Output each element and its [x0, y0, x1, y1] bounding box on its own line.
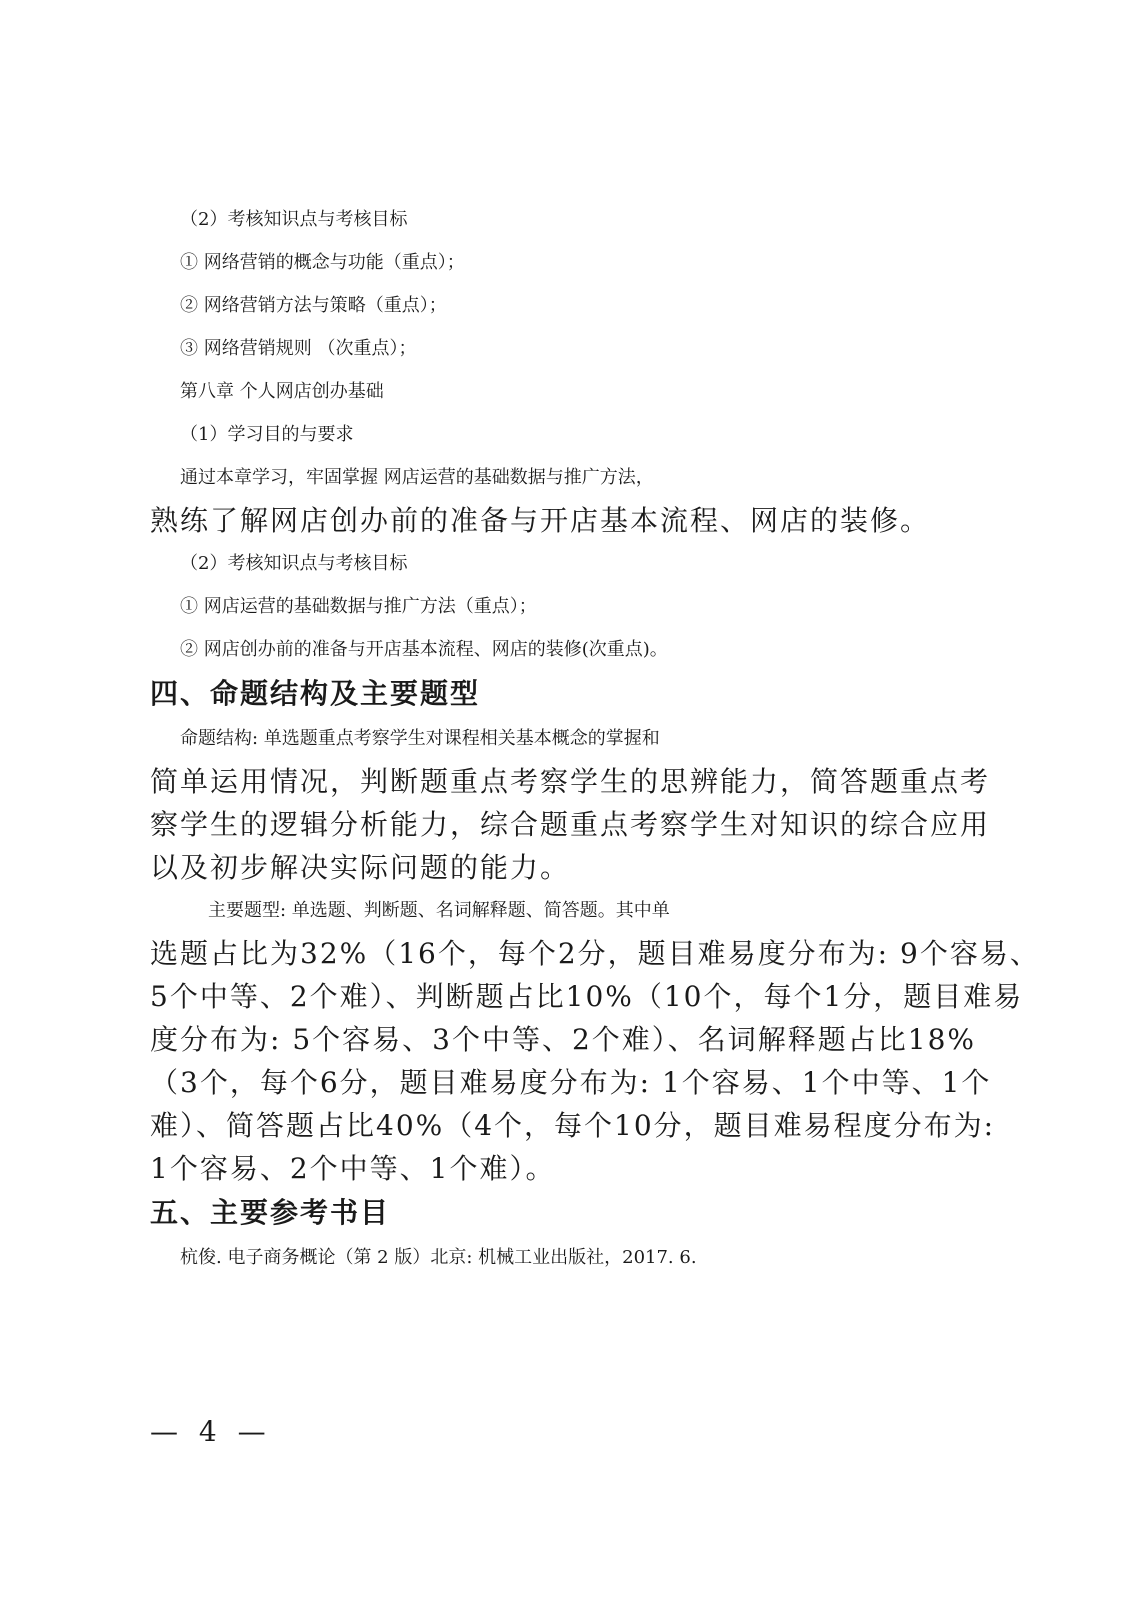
paragraph-line: 通过本章学习，牢固掌握 网店运营的基础数据与推广方法，	[180, 467, 654, 488]
paragraph-line: （3个，每个6分，题目难易度分布为: 1个容易、1个中等、1个	[150, 1066, 992, 1099]
assessment-points-heading: （2）考核知识点与考核目标	[180, 209, 408, 230]
paragraph-line: 以及初步解决实际问题的能力。	[150, 851, 571, 884]
list-item: ③ 网络营销规则 （次重点）；	[180, 338, 417, 359]
learning-goals-heading: （1）学习目的与要求	[180, 424, 354, 445]
assessment-points-heading: （2）考核知识点与考核目标	[180, 553, 408, 574]
list-item: ① 网络营销的概念与功能（重点）；	[180, 252, 465, 273]
chapter-heading: 第八章 个人网店创办基础	[180, 381, 384, 402]
paragraph-line: 选题占比为32%（16个，每个2分，题目难易度分布为: 9个容易、	[150, 937, 1040, 970]
list-item: ② 网店创办前的准备与开店基本流程、网店的装修(次重点)。	[180, 639, 668, 660]
paragraph-line: 察学生的逻辑分析能力，综合题重点考察学生对知识的综合应用	[150, 808, 991, 841]
paragraph-line: 度分布为: 5个容易、3个中等、2个难）、名词解释题占比18%	[150, 1023, 977, 1056]
paragraph-line: 简单运用情况，判断题重点考察学生的思辨能力，简答题重点考	[150, 765, 991, 798]
page-number: — 4 —	[150, 1415, 272, 1448]
paragraph-line: 主要题型: 单选题、判断题、名词解释题、简答题。其中单	[208, 900, 670, 921]
section-heading: 五、主要参考书目	[150, 1196, 391, 1229]
paragraph-line: 1个容易、2个中等、1个难）。	[150, 1152, 556, 1185]
reference-entry: 杭俊. 电子商务概论（第 2 版）北京: 机械工业出版社，2017. 6.	[180, 1247, 697, 1268]
paragraph-line: 命题结构: 单选题重点考察学生对课程相关基本概念的掌握和	[180, 728, 660, 749]
paragraph-line: 熟练了解网店创办前的准备与开店基本流程、网店的装修。	[150, 504, 931, 537]
list-item: ① 网店运营的基础数据与推广方法（重点）；	[180, 596, 537, 617]
list-item: ② 网络营销方法与策略（重点）；	[180, 295, 447, 316]
paragraph-line: 5个中等、2个难）、判断题占比10%（10个，每个1分，题目难易	[150, 980, 1024, 1013]
paragraph-line: 难）、简答题占比40%（4个，每个10分，题目难易程度分布为:	[150, 1109, 996, 1142]
section-heading: 四、命题结构及主要题型	[150, 677, 481, 710]
